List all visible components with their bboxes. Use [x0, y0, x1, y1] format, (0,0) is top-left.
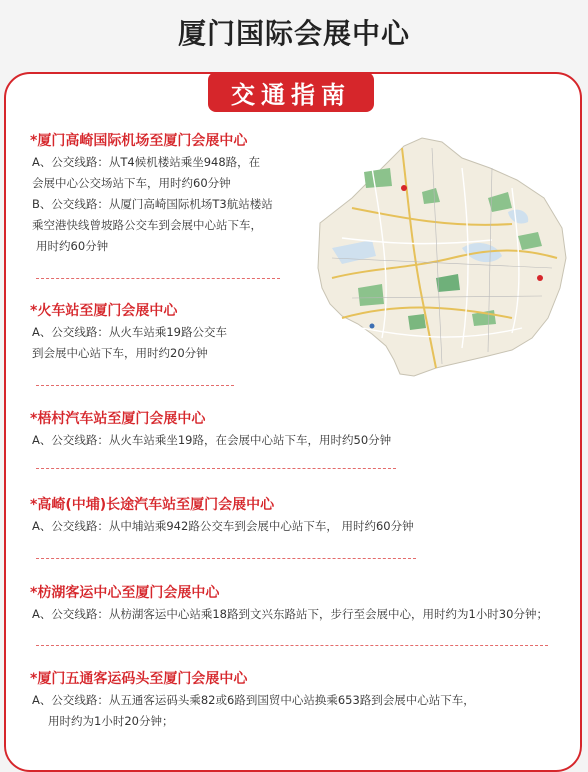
divider	[36, 558, 416, 559]
section-title: *高崎(中埔)长途汽车站至厦门会展中心	[30, 497, 275, 513]
section-title: *枋湖客运中心至厦门会展中心	[30, 585, 220, 601]
section-wucun-bus-station	[30, 408, 391, 451]
section-line: A、公交线路：从五通客运码头乘82或6路到国贸中心站换乘653路到会展中心站下车，	[32, 693, 475, 707]
section-line: 乘空港快线曾坡路公交车到会展中心站下车，	[32, 218, 262, 232]
section-title: *厦门五通客运码头至厦门会展中心	[30, 671, 248, 687]
transport-guide-badge: 交通指南	[208, 72, 374, 112]
section-line: 用时约60分钟	[36, 239, 109, 253]
divider	[36, 278, 280, 279]
divider	[36, 385, 234, 386]
section-airport	[30, 130, 273, 257]
map-illustration	[312, 128, 570, 384]
xiamen-map	[312, 128, 570, 384]
section-train-station	[30, 300, 227, 364]
section-line: B、公交线路：从厦门高崎国际机场T3航站楼站	[32, 197, 273, 211]
section-line: A、公交线路：从火车站乘19路公交车	[32, 325, 227, 339]
section-line: A、公交线路：从枋湖客运中心站乘18路到文兴东路站下，步行至会展中心，用时约为1小时30分钟；	[32, 607, 548, 621]
section-line: A、公交线路：从中埔站乘942路公交车到会展中心站下车， 用时约60分钟	[32, 519, 414, 533]
section-fanghu-center	[30, 582, 548, 625]
section-title: *梧村汽车站至厦门会展中心	[30, 411, 206, 427]
section-title: *火车站至厦门会展中心	[30, 303, 178, 319]
section-line: A、公交线路：从火车站乘坐19路，在会展中心站下车，用时约50分钟	[32, 433, 392, 447]
divider	[36, 645, 548, 646]
page-title: 厦门国际会展中心	[177, 17, 410, 50]
section-line: A、公交线路：从T4候机楼站乘坐948路，在	[32, 155, 261, 169]
section-wutong-pier	[30, 668, 475, 732]
section-line: 会展中心公交场站下车，用时约60分钟	[32, 176, 231, 190]
section-title: *厦门高崎国际机场至厦门会展中心	[30, 133, 248, 149]
section-line: 用时约为1小时20分钟；	[48, 714, 174, 728]
section-gaoqi-bus-station	[30, 494, 414, 537]
divider	[36, 468, 396, 469]
section-line: 到会展中心站下车，用时约20分钟	[32, 346, 208, 360]
